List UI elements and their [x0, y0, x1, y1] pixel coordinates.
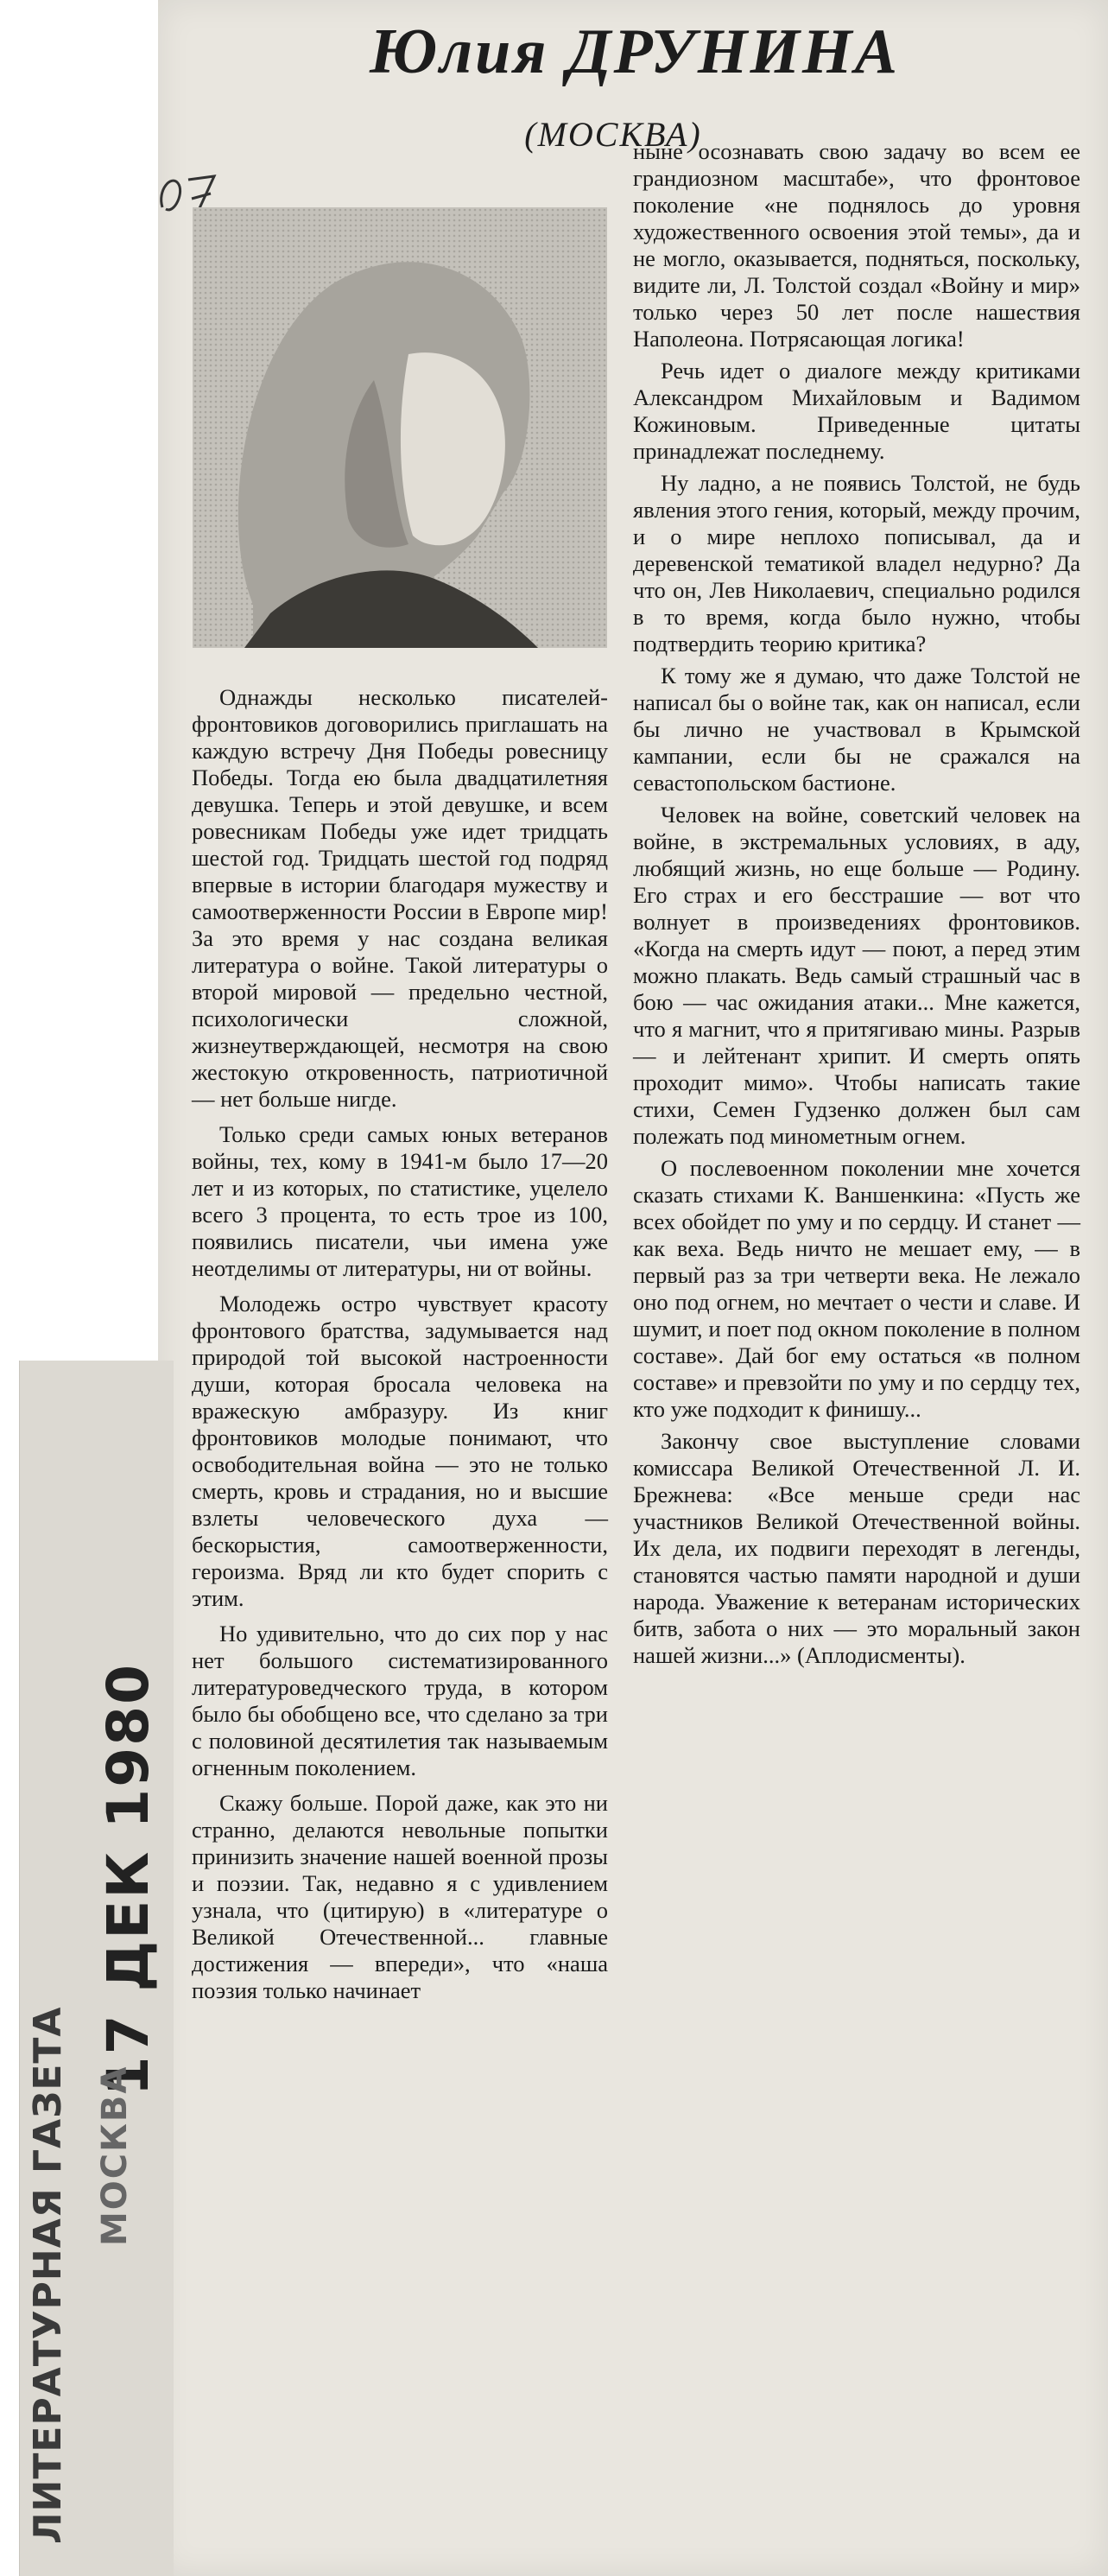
stamp-city: МОСКВА [95, 2065, 135, 2246]
paragraph: О послевоенном поколении мне хочется сказать стихами К. Ваншенкина: «Пусть же всех обойдет по уму и по сердцу. И станет — как веха. Ведь ничто не мешает ему, — в первый раз за три четверти века. Не лежало оно под огнем, но мечтает о чести и славе. И шумит, и поет под окном поколение в полном составе». Дай бог ему остаться «в полном составе» и превзойти по уму и по сердцу тех, кто уже подходит к финишу... [633, 1155, 1080, 1422]
article-author: Юлия ДРУНИНА [370, 16, 900, 87]
paragraph: Молодежь остро чувствует красоту фронтового братства, задумывается над природой той высокой настроенности души, которая бросала человека на вражескую амбразуру. Из книг фронтовиков молодые понимают, что освободительная война — это не только смерть, кровь и страдания, но и высшие взлеты человеческого духа — бескорыстия, самоотверженности, героизма. Вряд ли кто будет спорить с этим. [192, 1291, 608, 1611]
author-city: (МОСКВА) [524, 115, 702, 154]
paragraph: Только среди самых юных ветеранов войны, тех, кому в 1941-м было 17—20 лет и из которых, по статистике, уцелело всего 3 процента, то есть трое из 100, появились писатели, чьи имена уже неотделимы от литературы, ни от войны. [192, 1121, 608, 1281]
paragraph: Скажу больше. Порой даже, как это ни странно, делаются невольные попытки принизить значение нашей военной прозы и поэзии. Так, недавно я с удивлением узнала, что (цитирую) в «литературе о Великой Отечественной... главные достижения — впереди», что «наша поэзия только начинает [192, 1790, 608, 2003]
paragraph: К тому же я думаю, что даже Толстой не написал бы о войне так, как он написал, если бы лично не участвовал в Крымской кампании, если бы не сражался на севастопольском бастионе. [633, 663, 1080, 796]
article-column-left [192, 684, 608, 2013]
paragraph: Человек на войне, советский человек на войне, в экстремальных условиях, в аду, любящий жизнь, но еще больше — Родину. Его страх и его бесстрашие — вот что волнует в произведениях фронтовиков. «Когда на смерть идут — поют, а перед этим можно плакать. Ведь самый страшный час в бою — час ожидания атаки... Мне кажется, что я магнит, что я притягиваю мины. Разрыв — и лейтенант хрипит. И смерть опять проходит мимо». Чтобы написать такие стихи, Семен Гудзенко должен был сам полежать под минометным огнем. [633, 802, 1080, 1149]
article-column-right [633, 138, 1080, 1674]
author-portrait-photo [193, 207, 607, 648]
paragraph: Закончу свое выступление словами комиссара Великой Отечественной Л. И. Брежнева: «Все меньше среди нас участников Великой Отечественной войны. Их дела, их подвиги переходят в легенды, становятся частью памяти народной и души народа. Уважение к ветеранам исторических битв, забота о них — это моральный закон нашей жизни...» (Аплодисменты). [633, 1428, 1080, 1668]
portrait-photo-icon [193, 207, 607, 648]
paragraph: Речь идет о диалоге между критиками Александром Михайловым и Вадимом Кожиновым. Приведенные цитаты принадлежат последнему. [633, 358, 1080, 464]
paragraph: ныне осознавать свою задачу во всем ее грандиозном масштабе», что фронтовое поколение «не поднялось до уровня художественного освоения этой темы», да и не могло, оказывается, подняться, поскольку, видите ли, Л. Толстой создал «Войну и мир» только через 50 лет после нашествия Наполеона. Потрясающая логика! [633, 138, 1080, 352]
paragraph: Но удивительно, что до сих пор у нас нет большого систематизированного литературоведческого труда, в котором было бы обобщено все, что сделано за три с половиной десятилетия так называемым огненным поколением. [192, 1621, 608, 1780]
paragraph: Ну ладно, а не появись Толстой, не будь явления этого гения, который, между прочим, и о мире неплохо пописывал, да и деревенской тематикой владел недурно? Да что он, Лев Николаевич, специально родился в то время, когда было нужно, чтобы подтвердить теорию критика? [633, 470, 1080, 657]
newspaper-name-stamp: ЛИТЕРАТУРНАЯ ГАЗЕТА [26, 2006, 70, 2544]
date-stamp: 17 ДЕК 1980 [95, 1663, 161, 2097]
paragraph: Однажды несколько писателей-фронтовиков договорились приглашать на каждую встречу Дня Победы ровесницу Победы. Тогда ею была двадцатилетняя девушка. Теперь и этой девушке, и всем ровесникам Победы уже идет тридцать шестой год. Тридцать шестой год подряд впервые в истории благодаря мужеству и самоотверженности России в Европе мир! За это время у нас создана великая литература о войне. Такой литературы о второй мировой — предельно честной, психологически сложной, жизнеутверждающей, несмотря на свою жестокую откровенность, патриотичной — нет больше нигде. [192, 684, 608, 1112]
